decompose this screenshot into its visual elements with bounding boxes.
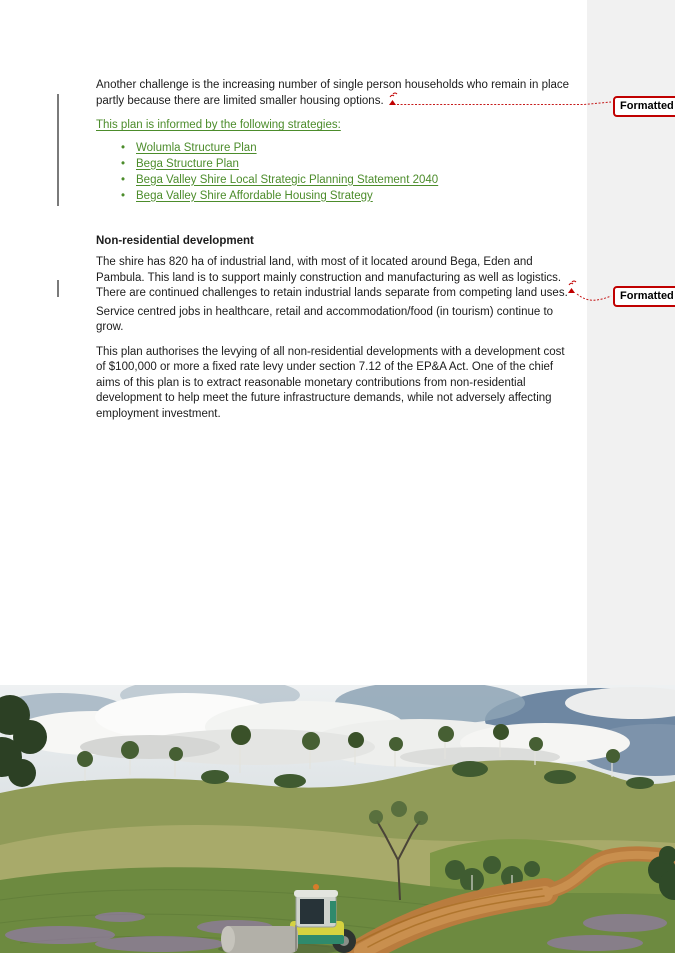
bullet-icon: • xyxy=(121,141,126,154)
list-item[interactable]: • Wolumla Structure Plan xyxy=(121,141,257,154)
paragraph-line[interactable]: partly because there are limited smaller housing options. xyxy=(96,94,384,107)
change-bar xyxy=(57,94,59,206)
section-heading[interactable]: Non-residential development xyxy=(96,234,254,247)
paragraph-line[interactable]: Another challenge is the increasing number of single person households who remain in place xyxy=(96,79,570,91)
list-item[interactable]: • Bega Valley Shire Local Strategic Planning Statement 2040 xyxy=(121,173,439,186)
paragraph[interactable]: The shire has 820 ha of industrial land, with most of it located around Bega, Eden and Pambula. This land is to support mainly construction and manufacturing as well as logistics. There are continued challenges to retain industrial lands separate from competing land uses. xyxy=(96,256,568,299)
formatted-callout[interactable]: Formatted xyxy=(613,96,675,117)
change-bar xyxy=(57,280,59,297)
landscape-photo[interactable] xyxy=(0,685,675,953)
paragraph[interactable] xyxy=(96,78,580,109)
list-item[interactable]: • Bega Valley Shire Affordable Housing Strategy xyxy=(121,189,373,202)
inserted-strategy-list xyxy=(96,140,580,204)
paragraph[interactable]: This plan authorises the levying of all non-residential developments with a development cost of $100,000 or more a fixed rate levy under section 7.12 of the EP&A Act. One of the chief aims of this plan is to extract reasonable monetary contributions from non-residential development to help meet the future infrastructure demands, while not adversely affecting employment investment. xyxy=(96,345,565,420)
paragraph[interactable]: Service centred jobs in healthcare, retail and accommodation/food (in tourism) continue to grow. xyxy=(96,305,554,333)
list-item[interactable]: • Bega Structure Plan xyxy=(121,157,239,170)
formatted-callout[interactable]: Formatted xyxy=(613,286,675,307)
bullet-icon: • xyxy=(121,157,126,170)
document-body xyxy=(96,78,580,422)
bullet-icon: • xyxy=(121,173,126,186)
inserted-text-intro[interactable]: This plan is informed by the following strategies: xyxy=(96,119,341,131)
bullet-icon: • xyxy=(121,189,126,202)
